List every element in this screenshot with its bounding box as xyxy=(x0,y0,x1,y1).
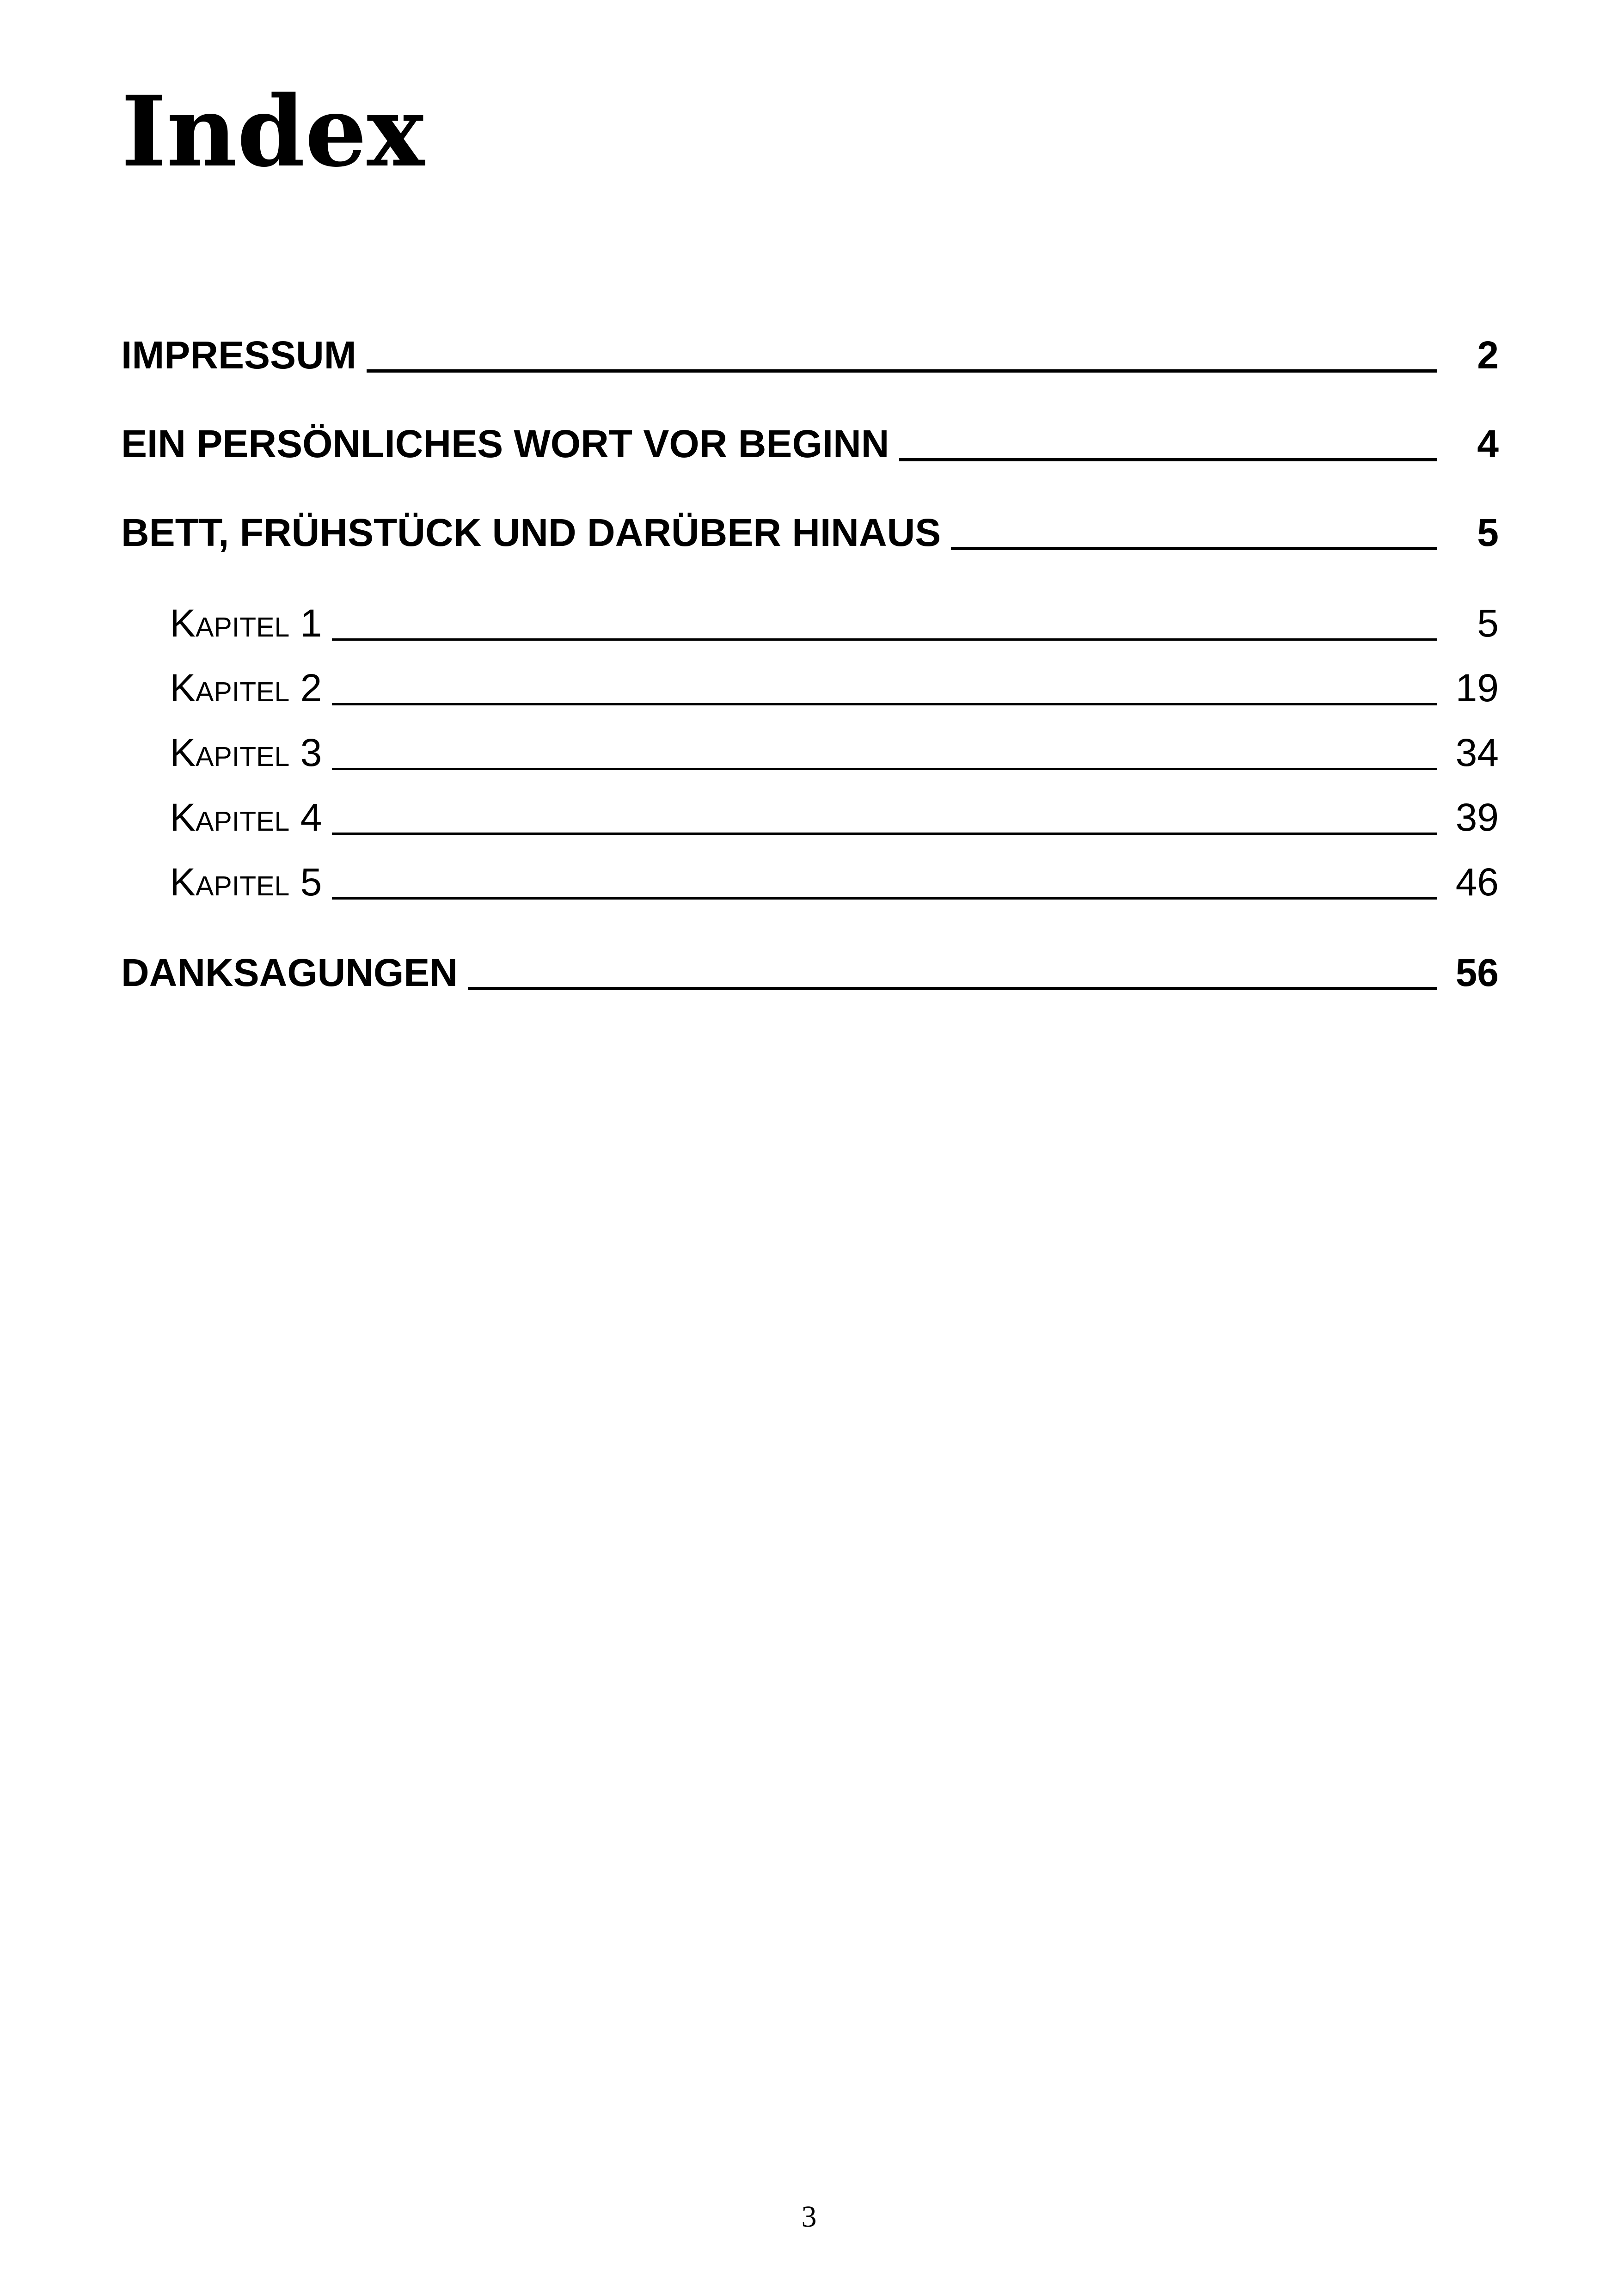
toc-leader-line xyxy=(332,897,1437,900)
toc-entry-kapitel-4[interactable] xyxy=(121,786,1499,837)
toc-entry-page: 39 xyxy=(1455,796,1499,839)
toc-entry-kapitel-1[interactable] xyxy=(121,592,1499,643)
toc-entry-label: Kapitel 5 xyxy=(170,860,322,904)
toc-entry-page: 19 xyxy=(1455,666,1499,710)
page-number: 3 xyxy=(801,2200,817,2234)
toc-entry-bett-fruehstueck[interactable] xyxy=(121,501,1499,552)
toc-entry-label: Kapitel 2 xyxy=(170,666,322,710)
toc-entry-kapitel-5[interactable] xyxy=(121,851,1499,904)
page-title: Index xyxy=(121,74,425,189)
toc-leader-line xyxy=(332,703,1437,705)
toc-entry-label: IMPRESSUM xyxy=(121,333,356,377)
toc-entry-kapitel-3[interactable] xyxy=(121,721,1499,772)
toc-entry-label: Kapitel 4 xyxy=(170,796,322,839)
toc-leader-line xyxy=(367,369,1437,373)
toc-entry-label: DANKSAGUNGEN xyxy=(121,951,458,994)
toc-leader-line xyxy=(332,767,1437,770)
table-of-contents xyxy=(121,0,1499,1063)
toc-entry-danksagungen[interactable] xyxy=(121,941,1499,992)
toc-entry-page: 56 xyxy=(1455,951,1499,994)
toc-leader-line xyxy=(468,986,1437,990)
toc-entry-label: EIN PERSÖNLICHES WORT VOR BEGINN xyxy=(121,422,889,465)
toc-entry-persoenliches-wort[interactable] xyxy=(121,412,1499,463)
toc-entry-page: 5 xyxy=(1477,601,1499,645)
toc-entry-label: Kapitel 3 xyxy=(170,731,322,774)
toc-entry-label: Kapitel 1 xyxy=(170,601,322,645)
toc-entry-page: 5 xyxy=(1477,511,1499,554)
toc-leader-line xyxy=(899,458,1437,461)
toc-leader-line xyxy=(332,638,1437,641)
toc-entry-page: 46 xyxy=(1455,860,1499,904)
toc-entry-page: 4 xyxy=(1477,422,1499,465)
toc-entry-label: BETT, FRÜHSTÜCK UND DARÜBER HINAUS xyxy=(121,511,941,554)
toc-entry-page: 2 xyxy=(1477,333,1499,377)
toc-leader-line xyxy=(332,832,1437,835)
toc-entry-kapitel-2[interactable] xyxy=(121,656,1499,710)
toc-entry-impressum[interactable] xyxy=(121,324,1499,377)
toc-entry-page: 34 xyxy=(1455,731,1499,774)
toc-leader-line xyxy=(951,546,1437,550)
